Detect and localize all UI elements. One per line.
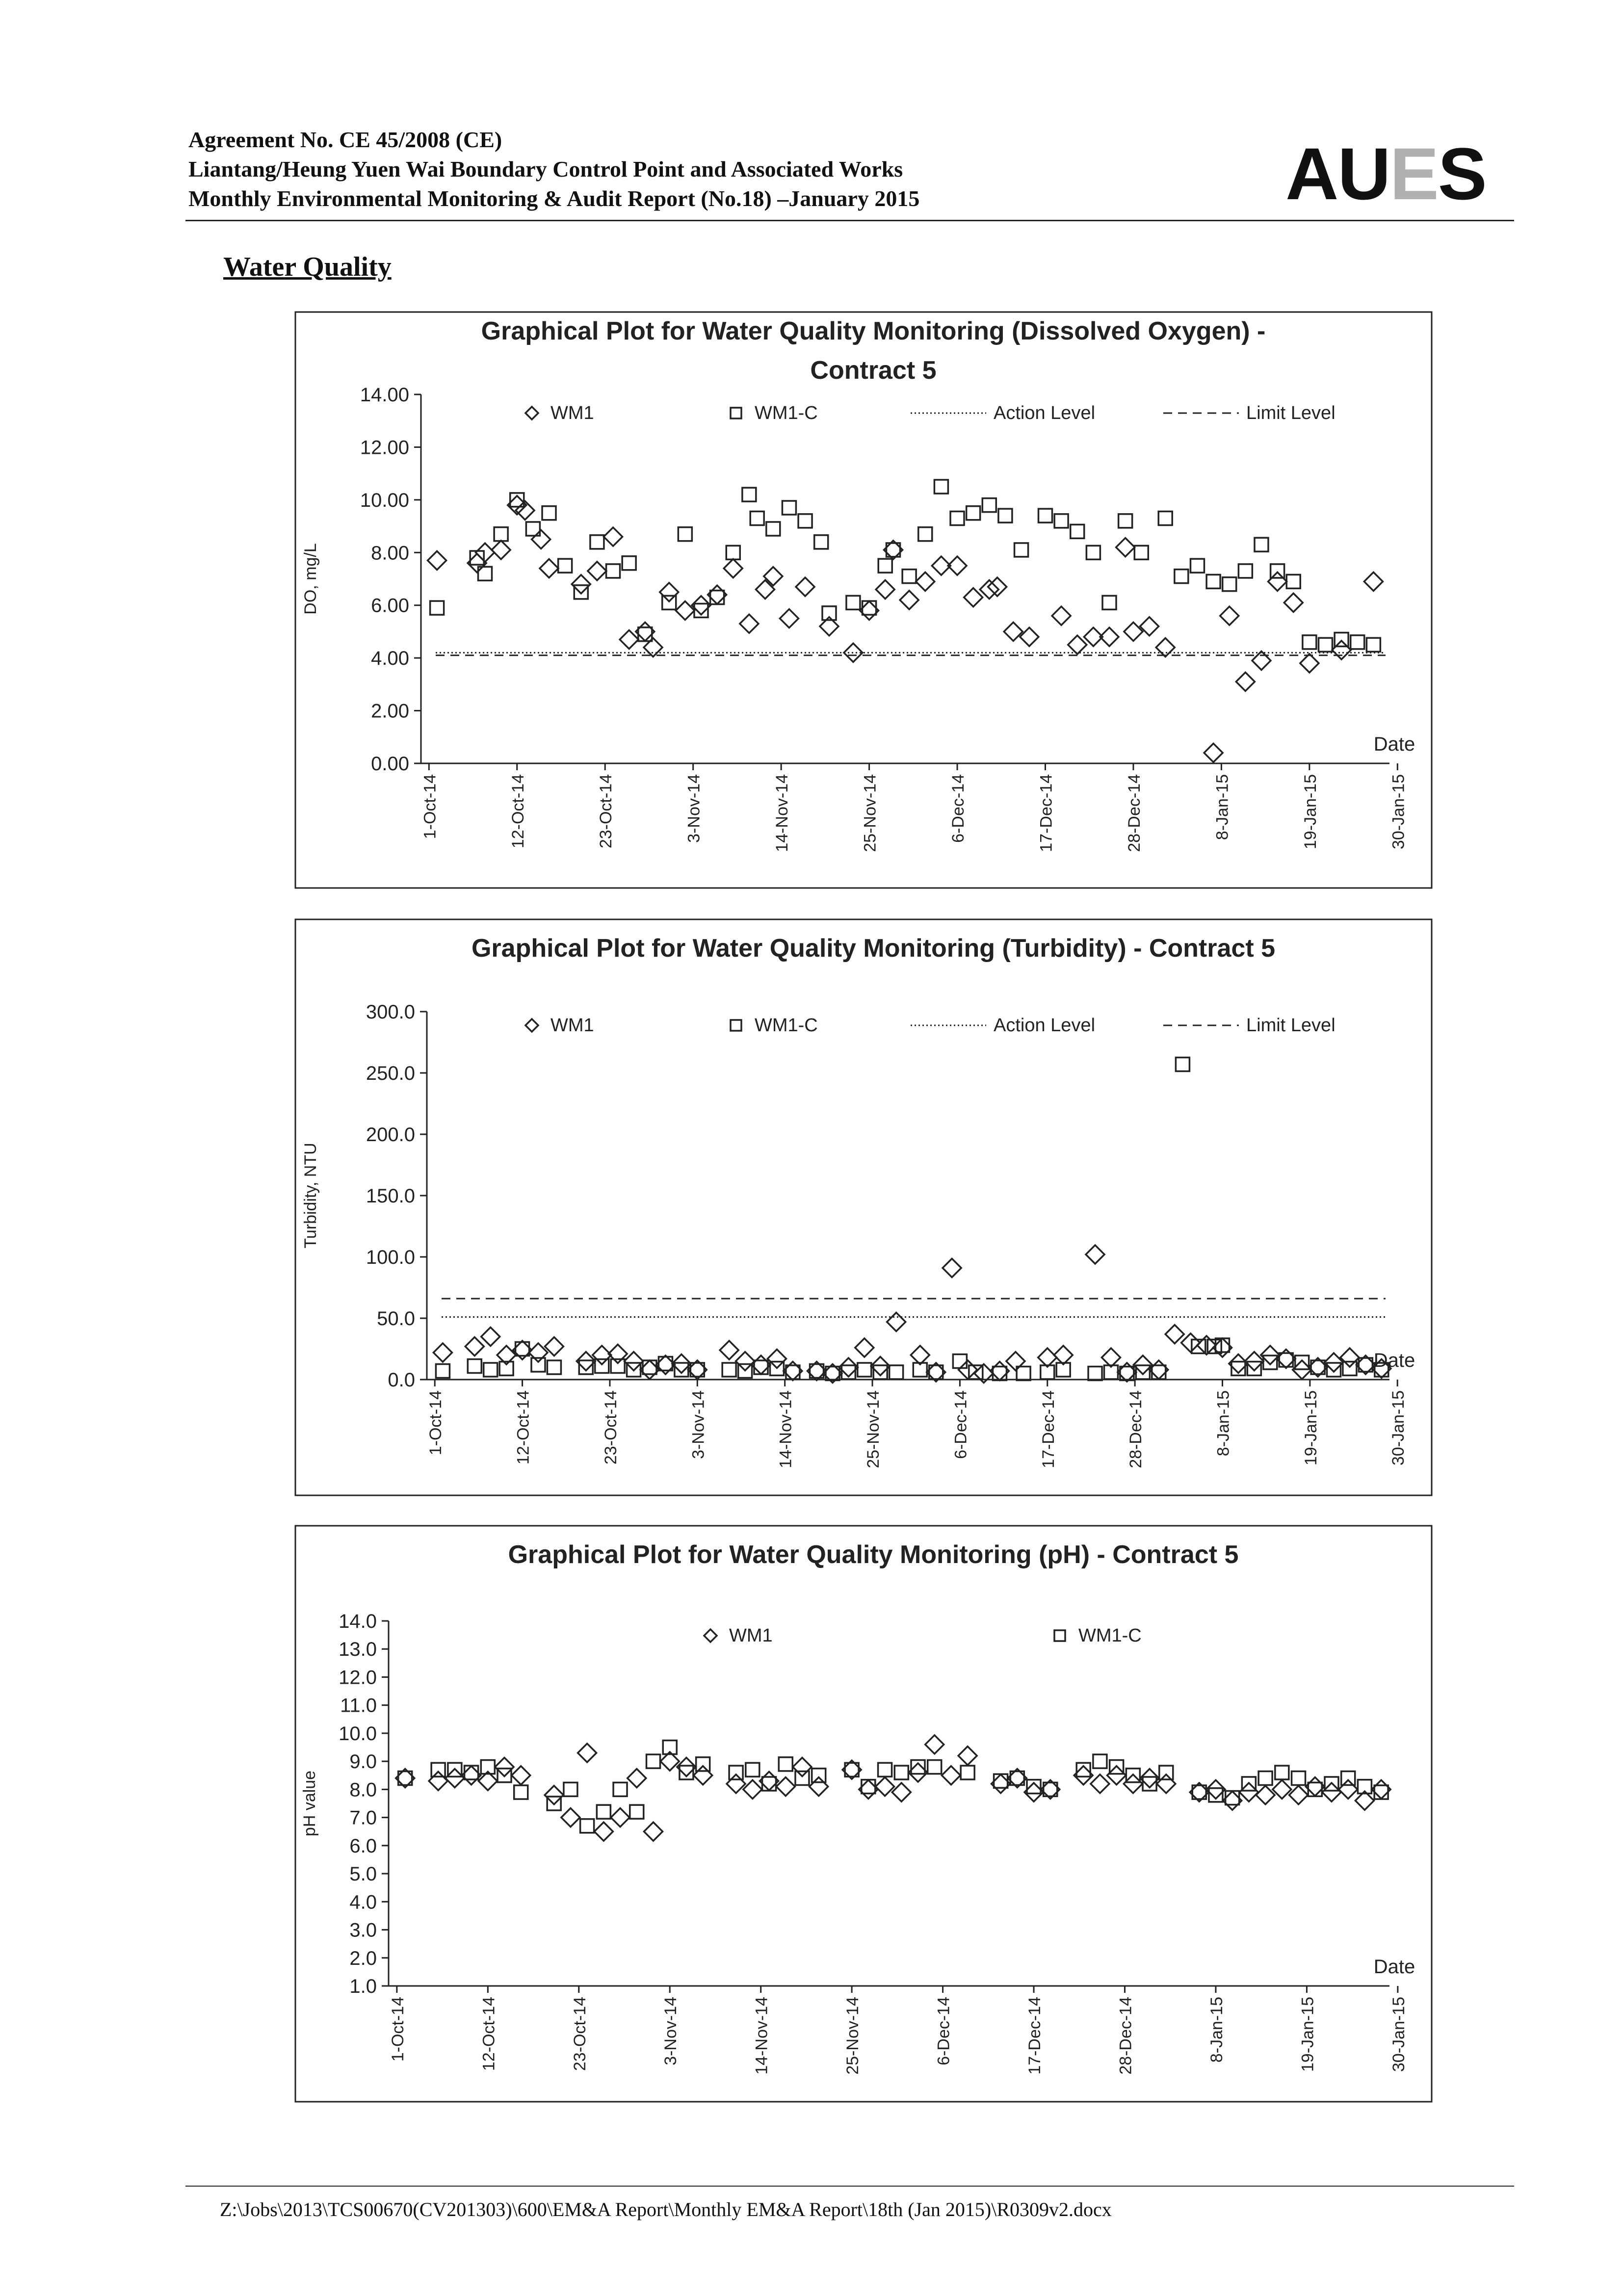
x-tick-label: 17-Dec-14 xyxy=(1025,1997,1045,2075)
x-tick-label: 3-Nov-14 xyxy=(661,1997,681,2065)
y-tick-label: 300.0 xyxy=(366,1001,415,1023)
x-tick-label: 30-Jan-15 xyxy=(1389,1390,1408,1466)
x-tick-label: 1-Oct-14 xyxy=(420,774,440,839)
y-tick-label: 3.0 xyxy=(349,1919,377,1941)
y-tick-label: 12.0 xyxy=(339,1667,377,1689)
legend-wm1-label: WM1 xyxy=(550,403,594,423)
chart-title: Graphical Plot for Water Quality Monitoring (pH) - Contract 5 xyxy=(508,1540,1239,1569)
x-tick-label: 3-Nov-14 xyxy=(684,774,704,843)
y-tick-label: 11.0 xyxy=(340,1695,377,1717)
y-tick-label: 0.00 xyxy=(371,753,409,775)
x-tick-label: 17-Dec-14 xyxy=(1037,774,1056,852)
chart-frame xyxy=(295,919,1432,1495)
y-axis-label: DO, mg/L xyxy=(301,543,320,615)
y-tick-label: 200.0 xyxy=(366,1124,415,1146)
x-axis-label: Date xyxy=(1373,1350,1415,1371)
y-tick-label: 4.00 xyxy=(371,648,409,670)
x-tick-label: 25-Nov-14 xyxy=(861,774,880,852)
x-tick-label: 8-Jan-15 xyxy=(1207,1997,1226,2063)
x-tick-label: 1-Oct-14 xyxy=(426,1390,445,1456)
do-chart xyxy=(294,311,1433,889)
section-title: Water Quality xyxy=(223,252,392,282)
file-path: Z:\Jobs\2013\TCS00670(CV201303)\600\EM&A Report\Monthly EM&A Report\18th (Jan 2015)\R0309v2.docx xyxy=(220,2198,1112,2220)
x-tick-label: 28-Dec-14 xyxy=(1125,774,1144,852)
x-tick-label: 30-Jan-15 xyxy=(1389,1997,1408,2072)
legend-limit-label: Limit Level xyxy=(1246,1015,1336,1036)
legend-action-label: Action Level xyxy=(994,403,1096,423)
x-tick-label: 19-Jan-15 xyxy=(1301,774,1320,850)
y-tick-label: 14.00 xyxy=(360,384,409,406)
x-tick-label: 25-Nov-14 xyxy=(843,1997,863,2075)
legend-wm1c-label: WM1-C xyxy=(1078,1625,1142,1646)
y-tick-label: 0.0 xyxy=(388,1369,415,1391)
y-tick-label: 2.0 xyxy=(349,1947,377,1969)
chart-frame xyxy=(295,1526,1432,2102)
chart-title: Graphical Plot for Water Quality Monitoring (Turbidity) - Contract 5 xyxy=(471,934,1276,963)
x-tick-label: 12-Oct-14 xyxy=(514,1390,533,1465)
x-tick-label: 14-Nov-14 xyxy=(776,1390,795,1468)
chart-title: Contract 5 xyxy=(810,356,937,385)
legend-wm1c-label: WM1-C xyxy=(755,403,818,423)
x-tick-label: 23-Oct-14 xyxy=(570,1997,589,2071)
y-axis-label: pH value xyxy=(300,1770,319,1837)
legend-wm1c-label: WM1-C xyxy=(755,1015,818,1036)
legend-wm1-label: WM1 xyxy=(550,1015,594,1036)
y-tick-label: 5.0 xyxy=(349,1863,377,1885)
y-tick-label: 13.0 xyxy=(339,1639,377,1661)
x-tick-label: 28-Dec-14 xyxy=(1126,1390,1146,1468)
report-title: Monthly Environmental Monitoring & Audit Report (No.18) –January 2015 xyxy=(188,186,920,211)
y-axis-label: Turbidity, NTU xyxy=(301,1143,320,1249)
x-tick-label: 23-Oct-14 xyxy=(597,774,616,849)
x-axis-label: Date xyxy=(1373,1956,1415,1978)
y-tick-label: 6.00 xyxy=(371,595,409,617)
y-tick-label: 150.0 xyxy=(366,1185,415,1207)
turbidity-chart xyxy=(294,918,1433,1496)
x-tick-label: 6-Dec-14 xyxy=(949,774,968,843)
chart-title: Graphical Plot for Water Quality Monitoring (Dissolved Oxygen) - xyxy=(481,317,1266,345)
x-tick-label: 30-Jan-15 xyxy=(1389,774,1408,850)
x-tick-label: 25-Nov-14 xyxy=(864,1390,883,1468)
x-tick-label: 23-Oct-14 xyxy=(601,1390,620,1465)
x-tick-label: 17-Dec-14 xyxy=(1039,1390,1058,1468)
x-tick-label: 12-Oct-14 xyxy=(508,774,527,849)
x-tick-label: 28-Dec-14 xyxy=(1116,1997,1135,2075)
y-tick-label: 100.0 xyxy=(366,1247,415,1268)
y-tick-label: 9.0 xyxy=(349,1751,377,1773)
x-tick-label: 8-Jan-15 xyxy=(1213,774,1232,840)
x-tick-label: 19-Jan-15 xyxy=(1298,1997,1317,2072)
ph-chart xyxy=(294,1525,1433,2103)
y-tick-label: 12.00 xyxy=(360,437,409,459)
agreement-number: Agreement No. CE 45/2008 (CE) xyxy=(188,127,502,152)
x-tick-label: 14-Nov-14 xyxy=(752,1997,771,2075)
y-tick-label: 10.00 xyxy=(360,489,409,511)
y-tick-label: 8.0 xyxy=(349,1779,377,1801)
legend-wm1-label: WM1 xyxy=(729,1625,773,1646)
y-tick-label: 2.00 xyxy=(371,700,409,722)
y-tick-label: 10.0 xyxy=(339,1722,377,1745)
legend-limit-label: Limit Level xyxy=(1246,403,1336,423)
y-tick-label: 4.0 xyxy=(349,1891,377,1913)
y-tick-label: 1.0 xyxy=(349,1976,377,1997)
x-tick-label: 8-Jan-15 xyxy=(1214,1390,1233,1457)
x-tick-label: 19-Jan-15 xyxy=(1301,1390,1320,1466)
y-tick-label: 6.0 xyxy=(349,1835,377,1857)
y-tick-label: 50.0 xyxy=(377,1308,415,1330)
x-tick-label: 6-Dec-14 xyxy=(951,1390,970,1459)
y-tick-label: 7.0 xyxy=(349,1807,377,1829)
header-rule xyxy=(185,220,1514,221)
x-tick-label: 1-Oct-14 xyxy=(388,1997,407,2062)
x-tick-label: 14-Nov-14 xyxy=(773,774,792,852)
y-tick-label: 8.00 xyxy=(371,542,409,564)
x-tick-label: 3-Nov-14 xyxy=(689,1390,708,1459)
aues-logo: AUES xyxy=(1285,132,1486,215)
y-tick-label: 250.0 xyxy=(366,1063,415,1084)
x-axis-label: Date xyxy=(1373,733,1415,755)
legend-action-label: Action Level xyxy=(994,1015,1096,1036)
x-tick-label: 12-Oct-14 xyxy=(479,1997,498,2071)
footer-rule xyxy=(185,2186,1514,2187)
project-title: Liantang/Heung Yuen Wai Boundary Control Point and Associated Works xyxy=(188,157,903,182)
y-tick-label: 14.0 xyxy=(339,1611,377,1632)
x-tick-label: 6-Dec-14 xyxy=(934,1997,953,2065)
